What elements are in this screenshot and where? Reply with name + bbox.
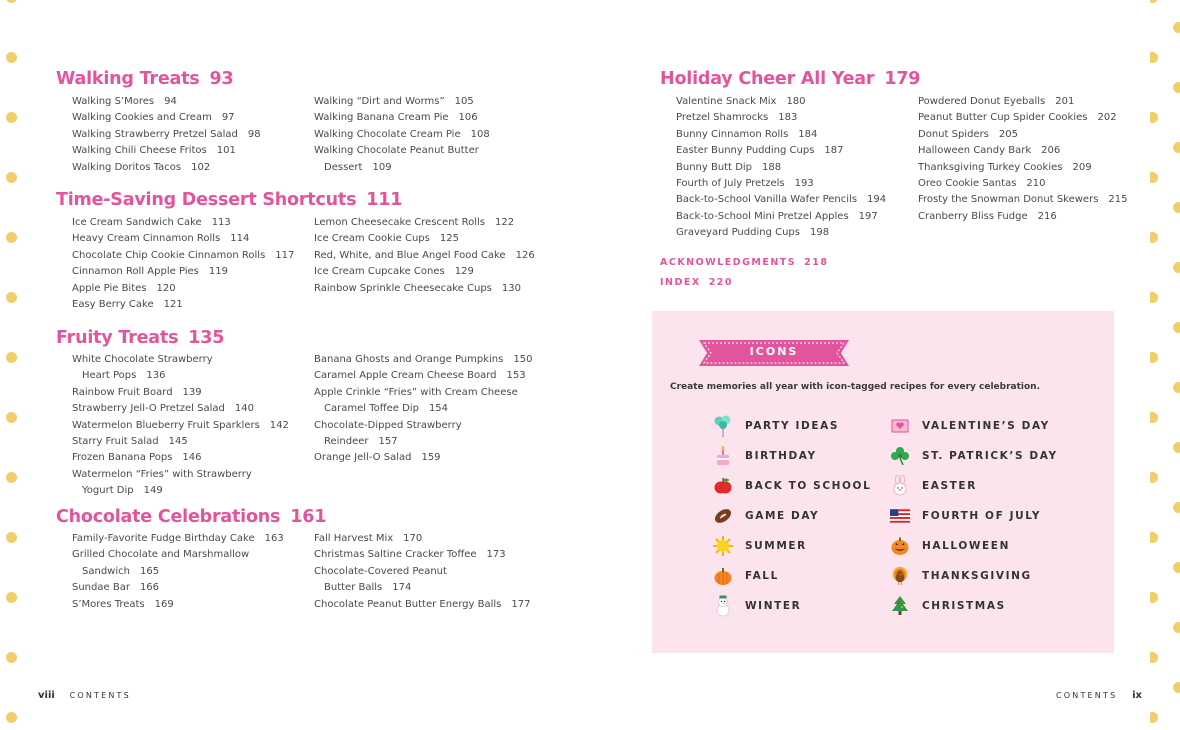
toc-entry[interactable] (314, 143, 554, 176)
toc-entry-page: 206 (1041, 145, 1061, 157)
toc-entry-title: Walking Doritos Tacos (72, 161, 182, 173)
toc-entry-page: 142 (269, 419, 289, 431)
toc-entry-title: Donut Spiders (918, 128, 989, 140)
toc-entry-title: Cranberry Bliss Fudge (918, 210, 1028, 222)
icon-legend-label: VALENTINE’S DAY (922, 420, 1050, 432)
decorative-dot (1173, 22, 1180, 33)
toc-entry[interactable] (72, 418, 312, 434)
icon-legend-item (713, 503, 819, 529)
toc-entry-title: Ice Cream Cupcake Cones (314, 266, 445, 278)
toc-entry[interactable] (72, 531, 312, 547)
section-title-holiday-cheer-all-year[interactable]: Holiday Cheer All Year 179 (660, 69, 921, 89)
toc-entry[interactable] (314, 264, 554, 280)
decorative-dot (1173, 202, 1180, 213)
decorative-dot (6, 112, 17, 123)
toc-entry-page: 177 (511, 598, 531, 610)
toc-entry[interactable] (72, 580, 312, 596)
toc-column (72, 531, 312, 613)
decorative-dot (6, 652, 17, 663)
decorative-dot (6, 172, 17, 183)
christmas-tree-icon (890, 596, 910, 616)
toc-entry-page: 97 (221, 112, 235, 124)
icon-legend-label: WINTER (745, 600, 802, 612)
toc-entry[interactable] (314, 368, 554, 384)
toc-entry-page: 209 (1072, 161, 1092, 173)
toc-entry-title: Rainbow Fruit Board (72, 386, 173, 398)
icons-legend-panel (652, 311, 1114, 653)
toc-entry-title: Chocolate Chip Cookie Cinnamon Rolls (72, 249, 266, 261)
toc-entry-page: 166 (139, 582, 160, 594)
toc-entry-page: 125 (439, 233, 459, 245)
toc-entry-page: 198 (809, 227, 830, 239)
decorative-dot (1150, 592, 1158, 603)
icon-legend-item (890, 443, 1058, 469)
section-title-chocolate-celebrations[interactable]: Chocolate Celebrations 161 (56, 507, 327, 527)
toc-entry-page: 184 (798, 128, 818, 140)
icon-legend-label: PARTY IDEAS (745, 420, 839, 432)
toc-entry[interactable] (314, 547, 554, 563)
index-link[interactable]: INDEX 220 (660, 277, 734, 288)
decorative-dot (6, 472, 17, 483)
toc-entry-page: 216 (1037, 210, 1057, 222)
toc-entry-title: Watermelon “Fries” with Strawberry (72, 468, 252, 480)
toc-entry-title-continued: Dessert 109 (324, 161, 392, 173)
toc-entry-title: Walking Strawberry Pretzel Salad (72, 128, 238, 140)
toc-entry[interactable] (314, 110, 554, 126)
icon-legend-item (713, 533, 807, 559)
page-number: viii (38, 690, 55, 701)
toc-entry-page: 102 (191, 161, 211, 173)
toc-entry-title: Frozen Banana Pops (72, 452, 173, 464)
icon-legend-item (890, 473, 977, 499)
toc-entry-title-continued: Yogurt Dip 149 (82, 485, 163, 497)
toc-entry[interactable] (676, 127, 916, 143)
toc-entry[interactable] (72, 248, 312, 264)
toc-entry[interactable] (676, 176, 916, 192)
toc-entry-page: 202 (1097, 112, 1117, 124)
decorative-dot (6, 352, 17, 363)
icon-legend-item (713, 443, 817, 469)
apple-icon (713, 476, 733, 496)
decorative-dot (1173, 502, 1180, 513)
toc-entry[interactable] (314, 564, 554, 597)
toc-entry-page: 120 (156, 282, 176, 294)
toc-entry[interactable] (72, 143, 312, 159)
toc-entry-title: Heavy Cream Cinnamon Rolls (72, 233, 221, 245)
toc-entry-page: 108 (470, 128, 490, 140)
toc-entry-title: Apple Pie Bites (72, 282, 147, 294)
toc-entry-page: 117 (275, 249, 295, 261)
toc-entry-title: Chocolate-Dipped Strawberry (314, 419, 462, 431)
toc-entry[interactable] (918, 143, 1128, 159)
section-title-fruity-treats[interactable]: Fruity Treats 135 (56, 328, 225, 348)
toc-entry-page: 145 (168, 436, 188, 448)
icon-legend-label: HALLOWEEN (922, 540, 1010, 552)
toc-entry-page: 126 (515, 249, 535, 261)
toc-entry-title: Walking Banana Cream Pie (314, 112, 449, 124)
toc-entry-title: Banana Ghosts and Orange Pumpkins (314, 354, 504, 365)
toc-entry-title: Back-to-School Vanilla Wafer Pencils (676, 194, 858, 206)
icons-tagline: Create memories all year with icon-tagged recipes for every celebration. (669, 382, 1040, 392)
toc-entry-page: 215 (1108, 194, 1128, 206)
toc-entry-page: 193 (794, 178, 814, 190)
icon-legend-item (713, 473, 871, 499)
toc-entry-page: 121 (163, 299, 183, 311)
icons-banner-label: ICONS (749, 345, 799, 358)
decorative-dot (1150, 52, 1158, 63)
toc-entry[interactable] (918, 176, 1128, 192)
icon-legend-item (890, 413, 1050, 439)
toc-entry-title: Walking Chocolate Peanut Butter (314, 145, 479, 157)
toc-entry-page: 153 (506, 370, 526, 382)
toc-entry-page: 146 (182, 452, 202, 464)
toc-entry-page: 149 (143, 485, 163, 497)
flag-icon (890, 506, 910, 526)
decorative-dot (6, 592, 17, 603)
icon-legend-label: FALL (745, 570, 779, 582)
toc-column (72, 215, 312, 313)
toc-entry-title: Easter Bunny Pudding Cups (676, 145, 815, 157)
jack-o-lantern-icon (890, 536, 910, 556)
toc-entry[interactable] (72, 297, 312, 313)
toc-entry[interactable] (676, 110, 916, 126)
birthday-cake-icon (713, 446, 733, 466)
right-dot-border (1150, 0, 1180, 730)
toc-entry-page: 163 (264, 533, 284, 544)
toc-entry-page: 157 (378, 436, 398, 448)
decorative-dot (6, 712, 17, 723)
running-footer-label: CONTENTS (1056, 691, 1118, 700)
toc-entry-page: 119 (208, 266, 228, 278)
toc-entry-page: 150 (513, 354, 533, 365)
toc-entry-page: 210 (1026, 178, 1046, 190)
toc-entry-page: 114 (230, 233, 250, 245)
toc-entry[interactable] (918, 127, 1128, 143)
toc-entry[interactable] (676, 225, 916, 241)
icon-legend-label: BACK TO SCHOOL (745, 480, 872, 492)
toc-entry-page: 205 (998, 128, 1018, 140)
toc-entry-title: Powdered Donut Eyeballs (918, 96, 1046, 107)
toc-entry-title: Walking S’Mores (72, 96, 155, 107)
toc-entry-title: Walking Chocolate Cream Pie (314, 128, 461, 140)
toc-entry-title: Peanut Butter Cup Spider Cookies (918, 112, 1088, 124)
bunny-icon (890, 476, 910, 496)
toc-entry[interactable] (918, 110, 1128, 126)
toc-entry[interactable] (314, 281, 554, 297)
toc-entry-page: 154 (428, 403, 449, 415)
left-footer (38, 690, 131, 701)
toc-entry[interactable] (314, 418, 554, 451)
left-dot-border (0, 0, 30, 730)
decorative-dot (6, 532, 17, 543)
toc-column (676, 94, 916, 242)
toc-entry-page: 140 (234, 403, 254, 415)
icon-legend-item (890, 563, 1032, 589)
toc-entry[interactable] (72, 401, 312, 417)
toc-entry[interactable] (72, 264, 312, 280)
toc-entry-title: Apple Crinkle “Fries” with Cream Cheese (314, 386, 518, 398)
toc-entry[interactable] (72, 597, 312, 613)
toc-entry-page: 109 (372, 161, 392, 173)
decorative-dot (1173, 82, 1180, 93)
toc-entry-title: Fourth of July Pretzels (676, 178, 785, 190)
section-title-walking-treats[interactable]: Walking Treats 93 (56, 69, 234, 89)
toc-entry-page: 188 (762, 161, 782, 173)
toc-entry-title: Halloween Candy Bark (918, 145, 1032, 157)
toc-entry-page: 94 (164, 96, 177, 107)
toc-entry-title: Walking “Dirt and Worms” (314, 96, 445, 107)
toc-entry-page: 174 (392, 582, 412, 594)
toc-entry-title: Fall Harvest Mix (314, 533, 394, 544)
toc-entry-page: 183 (778, 112, 798, 124)
toc-column (918, 94, 1128, 225)
toc-entry-page: 201 (1055, 96, 1075, 107)
toc-entry-page: 129 (454, 266, 474, 278)
toc-entry[interactable] (314, 231, 554, 247)
toc-entry-page: 136 (146, 370, 166, 382)
football-icon (713, 506, 733, 526)
toc-entry-title-continued: Sandwich 165 (82, 565, 160, 577)
toc-entry[interactable] (72, 467, 312, 500)
decorative-dot (1150, 652, 1158, 663)
decorative-dot (1150, 352, 1158, 363)
toc-entry-title: Chocolate Peanut Butter Energy Balls (314, 598, 502, 610)
toc-entry-title: Thanksgiving Turkey Cookies (918, 161, 1063, 173)
toc-entry-page: 122 (495, 217, 515, 228)
toc-entry[interactable] (314, 352, 554, 368)
toc-entry-title: Rainbow Sprinkle Cheesecake Cups (314, 282, 492, 294)
decorative-dot (1173, 622, 1180, 633)
icon-legend-label: EASTER (922, 480, 977, 492)
toc-entry[interactable] (676, 160, 916, 176)
decorative-dot (6, 292, 17, 303)
toc-entry[interactable] (314, 531, 554, 547)
toc-entry-title: Bunny Cinnamon Rolls (676, 128, 789, 140)
toc-entry[interactable] (314, 248, 554, 264)
toc-entry-title: Bunny Butt Dip (676, 161, 753, 173)
toc-entry[interactable] (918, 192, 1128, 208)
toc-entry-page: 130 (501, 282, 521, 294)
decorative-dot (1150, 172, 1158, 183)
decorative-dot (6, 232, 17, 243)
toc-entry-title: Sundae Bar (72, 582, 130, 594)
toc-entry-title: Pretzel Shamrocks (676, 112, 769, 124)
toc-entry-page: 165 (139, 565, 160, 577)
toc-entry-title: Ice Cream Sandwich Cake (72, 217, 202, 228)
toc-entry-page: 170 (403, 533, 423, 544)
icon-legend-label: BIRTHDAY (745, 450, 817, 462)
balloons-icon (713, 416, 733, 436)
toc-entry-title: Walking Cookies and Cream (72, 112, 212, 124)
icon-legend-item (890, 593, 1006, 619)
icon-legend-item (890, 533, 1010, 559)
decorative-dot (1150, 112, 1158, 123)
toc-entry[interactable] (918, 209, 1128, 225)
decorative-dot (1150, 292, 1158, 303)
toc-entry-title: Orange Jell-O Salad (314, 452, 412, 464)
toc-entry[interactable] (676, 143, 916, 159)
toc-entry-title: Easy Berry Cake (72, 299, 154, 311)
toc-entry-page: 180 (786, 96, 806, 107)
toc-entry-page: 113 (211, 217, 231, 228)
toc-entry-page: 139 (182, 386, 202, 398)
page-number: ix (1132, 690, 1142, 701)
decorative-dot (6, 412, 17, 423)
decorative-dot (1173, 682, 1180, 693)
toc-entry[interactable] (72, 281, 312, 297)
decorative-dot (1150, 472, 1158, 483)
icon-legend-label: ST. PATRICK’S DAY (922, 450, 1058, 462)
toc-entry-title: Oreo Cookie Santas (918, 178, 1017, 190)
shamrock-icon (890, 446, 910, 466)
toc-entry-title: White Chocolate Strawberry (72, 354, 213, 365)
decorative-dot (1173, 442, 1180, 453)
toc-entry-title: Cinnamon Roll Apple Pies (72, 266, 199, 278)
acknowledgments-link[interactable]: ACKNOWLEDGMENTS 218 (660, 257, 829, 268)
toc-entry-title: Starry Fruit Salad (72, 436, 159, 448)
toc-entry-page: 159 (421, 452, 441, 464)
toc-column (314, 215, 554, 297)
toc-entry-title: Christmas Saltine Cracker Toffee (314, 549, 477, 561)
decorative-dot (1173, 262, 1180, 273)
running-footer-label: CONTENTS (69, 691, 131, 700)
sun-icon (713, 536, 733, 556)
toc-entry-page: 194 (867, 194, 887, 206)
decorative-dot (1173, 382, 1180, 393)
right-footer (1056, 690, 1142, 701)
toc-entry[interactable] (314, 385, 554, 418)
toc-entry-page: 169 (154, 598, 174, 610)
icon-legend-label: FOURTH OF JULY (922, 510, 1042, 522)
toc-column (314, 352, 554, 467)
toc-entry[interactable] (314, 127, 554, 143)
decorative-dot (1173, 322, 1180, 333)
toc-entry-page: 187 (824, 145, 844, 157)
toc-entry-title: Back-to-School Mini Pretzel Apples (676, 210, 849, 222)
toc-entry-title-continued: Butter Balls 174 (324, 582, 412, 594)
toc-column (314, 531, 554, 613)
toc-entry-title: S’Mores Treats (72, 598, 145, 610)
snowman-icon (713, 596, 733, 616)
toc-entry-title: Lemon Cheesecake Crescent Rolls (314, 217, 486, 228)
toc-entry[interactable] (314, 215, 554, 231)
decorative-dot (1173, 142, 1180, 153)
toc-entry-title: Red, White, and Blue Angel Food Cake (314, 249, 506, 261)
toc-entry[interactable] (72, 94, 312, 110)
toc-entry-page: 101 (216, 145, 236, 157)
decorative-dot (6, 0, 17, 3)
icon-legend-label: GAME DAY (745, 510, 820, 522)
toc-entry[interactable] (676, 192, 916, 208)
toc-entry[interactable] (72, 450, 312, 466)
toc-column (72, 352, 312, 500)
icon-legend-item (713, 563, 779, 589)
decorative-dot (1150, 0, 1158, 3)
toc-entry-page: 173 (486, 549, 506, 561)
decorative-dot (1150, 532, 1158, 543)
toc-entry-title-continued: Caramel Toffee Dip 154 (324, 403, 449, 415)
toc-entry[interactable] (72, 547, 312, 580)
toc-entry-title: Chocolate-Covered Peanut (314, 565, 447, 577)
toc-entry-title: Ice Cream Cookie Cups (314, 233, 430, 245)
toc-entry-title: Walking Chili Cheese Fritos (72, 145, 207, 157)
toc-entry-title: Grilled Chocolate and Marshmallow (72, 549, 250, 561)
toc-entry-title: Valentine Snack Mix (676, 96, 777, 107)
toc-entry[interactable] (918, 160, 1128, 176)
pumpkin-icon (713, 566, 733, 586)
decorative-dot (1150, 232, 1158, 243)
decorative-dot (1150, 412, 1158, 423)
toc-entry[interactable] (72, 385, 312, 401)
toc-column (314, 94, 554, 176)
icon-legend-item (713, 413, 839, 439)
toc-entry-title: Caramel Apple Cream Cheese Board (314, 370, 497, 382)
toc-entry[interactable] (676, 94, 916, 110)
toc-entry-page: 98 (247, 128, 261, 140)
toc-entry[interactable] (72, 160, 312, 176)
toc-entry-title: Watermelon Blueberry Fruit Sparklers (72, 419, 260, 431)
toc-entry[interactable] (314, 450, 554, 466)
icon-legend-item (713, 593, 801, 619)
toc-entry-title-continued: Heart Pops 136 (82, 370, 166, 382)
toc-entry-page: 105 (454, 96, 474, 107)
icon-legend-label: SUMMER (745, 540, 807, 552)
toc-entry-title-continued: Reindeer 157 (324, 436, 398, 448)
toc-entry-title: Family-Favorite Fudge Birthday Cake (72, 533, 255, 544)
toc-column (72, 94, 312, 176)
decorative-dot (6, 52, 17, 63)
toc-entry-title: Strawberry Jell-O Pretzel Salad (72, 403, 225, 415)
toc-entry[interactable] (918, 94, 1128, 110)
turkey-icon (890, 566, 910, 586)
heart-envelope-icon (890, 416, 910, 436)
icon-legend-item (890, 503, 1041, 529)
toc-entry[interactable] (314, 94, 554, 110)
toc-entry[interactable] (72, 127, 312, 143)
icon-legend-label: CHRISTMAS (922, 600, 1006, 612)
toc-entry[interactable] (314, 597, 554, 613)
decorative-dot (1150, 712, 1158, 723)
toc-entry[interactable] (72, 215, 312, 231)
toc-entry-title: Frosty the Snowman Donut Skewers (918, 194, 1099, 206)
icon-legend-label: THANKSGIVING (922, 570, 1032, 582)
toc-entry[interactable] (72, 352, 312, 385)
toc-entry-title: Graveyard Pudding Cups (676, 227, 800, 239)
toc-entry[interactable] (72, 434, 312, 450)
toc-entry-page: 197 (858, 210, 878, 222)
decorative-dot (1173, 562, 1180, 573)
section-title-time-saving-dessert-shortcuts[interactable]: Time-Saving Dessert Shortcuts 111 (56, 190, 403, 210)
toc-entry-page: 106 (458, 112, 478, 124)
toc-entry[interactable] (676, 209, 916, 225)
toc-entry[interactable] (72, 110, 312, 126)
toc-entry[interactable] (72, 231, 312, 247)
